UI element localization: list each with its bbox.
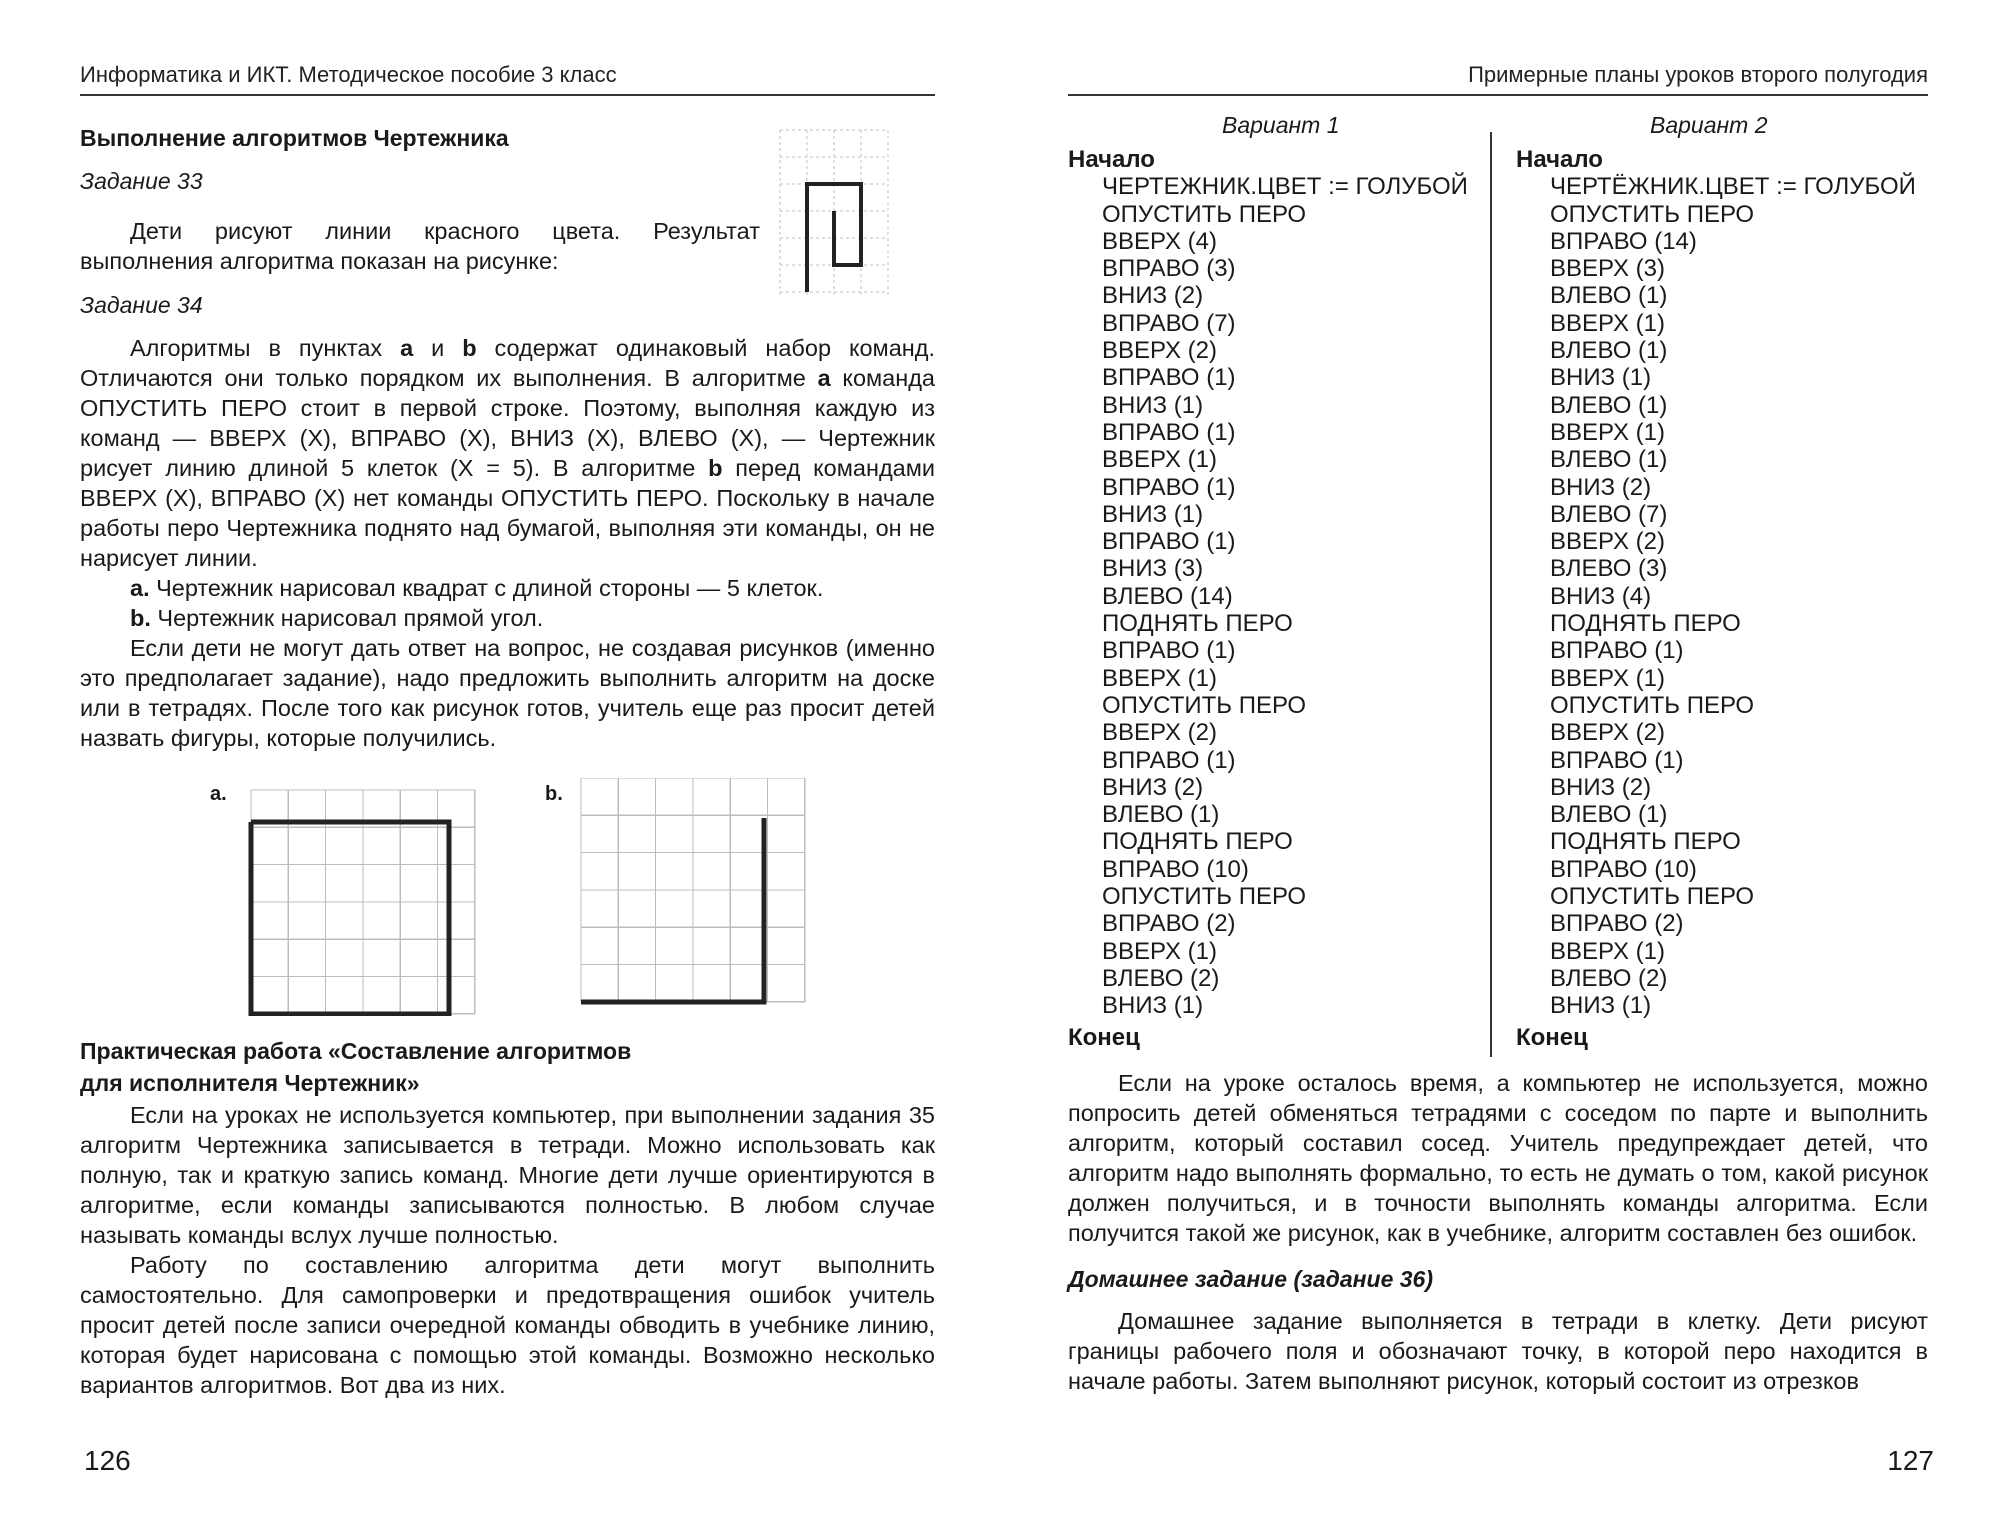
homework-paragraph-1: Домашнее задание выполняется в тетради в клетку. Дети рисуют границы рабочего поля и обозначают точку, в которой перо находится в начале работы. Затем выполняют рисунок, который состоит из отрезков [1068,1308,1928,1394]
answer-a [80,573,935,603]
figure-b-label: b. [545,783,563,805]
command-line: ВВЕРХ (1) [1550,418,1665,446]
command-line: ОПУСТИТЬ ПЕРО [1550,200,1755,228]
command-line: ВВЕРХ (1) [1102,664,1217,692]
text-run: Алгоритмы в пунктах [130,335,401,361]
command-line: ВНИЗ (1) [1102,500,1204,528]
answer-b-text: Чертежник нарисовал прямой угол. [150,605,544,631]
right-body [1068,1068,1928,1248]
homework-body [1068,1306,1928,1396]
command-line: ВВЕРХ (2) [1550,528,1665,556]
text-run: и [413,335,463,361]
command-list [1516,173,1916,1019]
variant1-title: Вариант 1 [1222,112,1340,138]
command-line: ВВЕРХ (4) [1102,227,1217,255]
task33-label: Задание 33 [80,168,203,194]
page-number-right: 127 [1887,1445,1934,1476]
command-line: ВПРАВО (1) [1102,528,1236,556]
command-line: ОПУСТИТЬ ПЕРО [1102,200,1307,228]
text-run-bold: b [708,455,723,481]
command-line: ВЛЕВО (1) [1550,801,1668,829]
command-line: ВВЕРХ (1) [1550,664,1665,692]
command-line: ВНИЗ (1) [1550,992,1652,1020]
command-line: ВВЕРХ (1) [1102,446,1217,474]
figure-a-label: a. [210,783,227,805]
command-line: ПОДНЯТЬ ПЕРО [1102,828,1293,856]
square-path [251,822,449,1014]
command-line: ВВЕРХ (1) [1102,937,1217,965]
running-head-right: Примерные планы уроков второго полугодия [1068,62,1928,96]
command-line: ВВЕРХ (1) [1550,309,1665,337]
command-line: ВПРАВО (14) [1550,227,1697,255]
command-line: ВЛЕВО (14) [1102,582,1233,610]
command-line: ЧЕРТЕЖНИК.ЦВЕТ := ГОЛУБОЙ [1102,173,1468,201]
command-line: ВНИЗ (2) [1102,773,1204,801]
command-line: ВЛЕВО (7) [1550,500,1668,528]
right-angle-path [581,818,764,1002]
algorithm-begin: Начало [1068,146,1155,173]
command-line: ВЛЕВО (1) [1550,446,1668,474]
algorithm-begin: Начало [1516,146,1603,173]
answer-b-label: b. [130,605,151,631]
command-line: ВЛЕВО (1) [1102,801,1220,829]
command-line: ВВЕРХ (3) [1550,255,1665,283]
command-line: ПОДНЯТЬ ПЕРО [1550,610,1741,638]
page-number-left: 126 [84,1445,131,1476]
command-line: ВПРАВО (1) [1102,746,1236,774]
practical-body [80,1100,935,1400]
figure-a-grid [248,778,478,1016]
command-line: ВПРАВО (3) [1102,255,1236,283]
command-list [1068,173,1468,1019]
command-line: ВПРАВО (2) [1102,910,1236,938]
figure-b-grid [578,778,808,1016]
practical-paragraph-2: Работу по составлению алгоритма дети могут выполнить самостоятельно. Для самопроверки и предотвращения ошибок учитель просит детей после записи очередной команды обводить в учебнике линию, которая будет нарисована с помощью этой команды. Возможно несколько вариантов алгоритмов. Вот два из них. [80,1252,935,1398]
command-line: ОПУСТИТЬ ПЕРО [1550,883,1755,911]
command-line: ВПРАВО (10) [1102,855,1249,883]
algorithm-end: Конец [1516,1023,1588,1051]
right-page [1000,0,2000,1524]
command-line: ВПРАВО (1) [1102,637,1236,665]
practical-paragraph-1: Если на уроках не используется компьютер, при выполнении задания 35 алгоритм Чертежника записывается в тетради. Можно использовать как полную, так и краткую запись команд. Многие дети лучше ориентируются в алгоритме, если команды записываются полностью. В любом случае называть команды вслух лучше полностью. [80,1102,935,1248]
command-line: ВПРАВО (7) [1102,309,1236,337]
command-line: ВНИЗ (2) [1550,473,1652,501]
column-divider [1490,132,1492,1057]
command-line: ПОДНЯТЬ ПЕРО [1102,610,1293,638]
command-line: ПОДНЯТЬ ПЕРО [1550,828,1741,856]
practical-title-line-2: для исполнителя Чертежник» [80,1070,420,1096]
command-line: ВЛЕВО (3) [1550,555,1668,583]
command-line: ВЛЕВО (2) [1550,964,1668,992]
command-line: ВПРАВО (1) [1102,418,1236,446]
answer-a-text: Чертежник нарисовал квадрат с длиной стороны — 5 клеток. [149,575,824,601]
command-line: ВНИЗ (1) [1550,364,1652,392]
spiral-figure [778,128,890,298]
command-line: ОПУСТИТЬ ПЕРО [1102,883,1307,911]
text-run-bold: b [462,335,477,361]
task34-paragraph-1 [80,333,935,573]
task34-label: Задание 34 [80,292,203,318]
command-line: ОПУСТИТЬ ПЕРО [1550,691,1755,719]
text-run: содержат одинаковый набор команд. Отличаются они только порядком их выполнения. В алгоритме [80,335,936,391]
command-line: ВПРАВО (1) [1102,473,1236,501]
command-line: ВЛЕВО (1) [1550,337,1668,365]
command-line: ВВЕРХ (2) [1102,719,1217,747]
command-line: ВВЕРХ (1) [1550,937,1665,965]
text-run: команда ОПУСТИТЬ ПЕРО стоит в первой строке. Поэтому, выполняя каждую из команд — ВВЕРХ (X), ВПРАВО (X), ВНИЗ (X), ВЛЕВО (X), — Чертежник рисует линию длиной 5 клеток (X = 5). В алгоритме [80,365,935,481]
text-run-bold: a [817,365,831,391]
homework-title: Домашнее задание (задание 36) [1068,1266,1434,1292]
grid-lines [581,778,805,1002]
command-line: ВВЕРХ (2) [1550,719,1665,747]
command-line: ВПРАВО (1) [1550,637,1684,665]
command-line: ВВЕРХ (2) [1102,337,1217,365]
task34-body [80,333,935,753]
command-line: ВПРАВО (10) [1550,855,1697,883]
command-line: ВЛЕВО (2) [1102,964,1220,992]
command-line: ВНИЗ (1) [1102,391,1204,419]
command-line: ВПРАВО (2) [1550,910,1684,938]
variant2-algorithm [1516,146,1916,1051]
right-paragraph-1: Если на уроке осталось время, а компьютер не используется, можно попросить детей обменяться тетрадями с соседом по парте и выполнить алгоритм, который составил сосед. Учитель предупреждает детей, что алгоритм надо выполнять формально, то есть не думать о том, какой рисунок должен получиться, и в точности выполнять команды алгоритма. Если получится такой же рисунок, как в учебнике, алгоритм составлен без ошибок. [1068,1070,1928,1246]
answer-b [80,603,935,633]
text-run-bold: a [400,335,414,361]
variant1-algorithm [1068,146,1468,1051]
variant2-title: Вариант 2 [1650,112,1768,138]
text-run: перед командами ВВЕРХ (X), ВПРАВО (X) нет команды ОПУСТИТЬ ПЕРО. Поскольку в начале работы перо Чертежника поднято над бумагой, выполняя эти команды, он не нарисует линии. [80,455,936,571]
running-head-left: Информатика и ИКТ. Методическое пособие 3 класс [80,62,935,96]
practical-title [80,1035,935,1099]
command-line: ВПРАВО (1) [1550,746,1684,774]
command-line: ВПРАВО (1) [1102,364,1236,392]
command-line: ЧЕРТЁЖНИК.ЦВЕТ := ГОЛУБОЙ [1550,173,1916,201]
command-line: ВЛЕВО (1) [1550,391,1668,419]
command-line: ВЛЕВО (1) [1550,282,1668,310]
command-line: ВНИЗ (2) [1102,282,1204,310]
answer-a-label: a. [130,575,150,601]
task34-paragraph-2: Если дети не могут дать ответ на вопрос, не создавая рисунков (именно это предполагает задание), надо предложить выполнить алгоритм на доске или в тетрадях. После того как рисунок готов, учитель еще раз просит детей назвать фигуры, которые получились. [80,635,935,751]
practical-title-line-1: Практическая работа «Составление алгоритмов [80,1038,632,1064]
task33-text: Дети рисуют линии красного цвета. Результат выполнения алгоритма показан на рисунке: [80,218,760,274]
command-line: ВНИЗ (1) [1102,992,1204,1020]
command-line: ВНИЗ (3) [1102,555,1204,583]
section-title: Выполнение алгоритмов Чертежника [80,125,509,151]
command-line: ВНИЗ (4) [1550,582,1652,610]
command-line: ОПУСТИТЬ ПЕРО [1102,691,1307,719]
command-line: ВНИЗ (2) [1550,773,1652,801]
algorithm-end: Конец [1068,1023,1140,1051]
